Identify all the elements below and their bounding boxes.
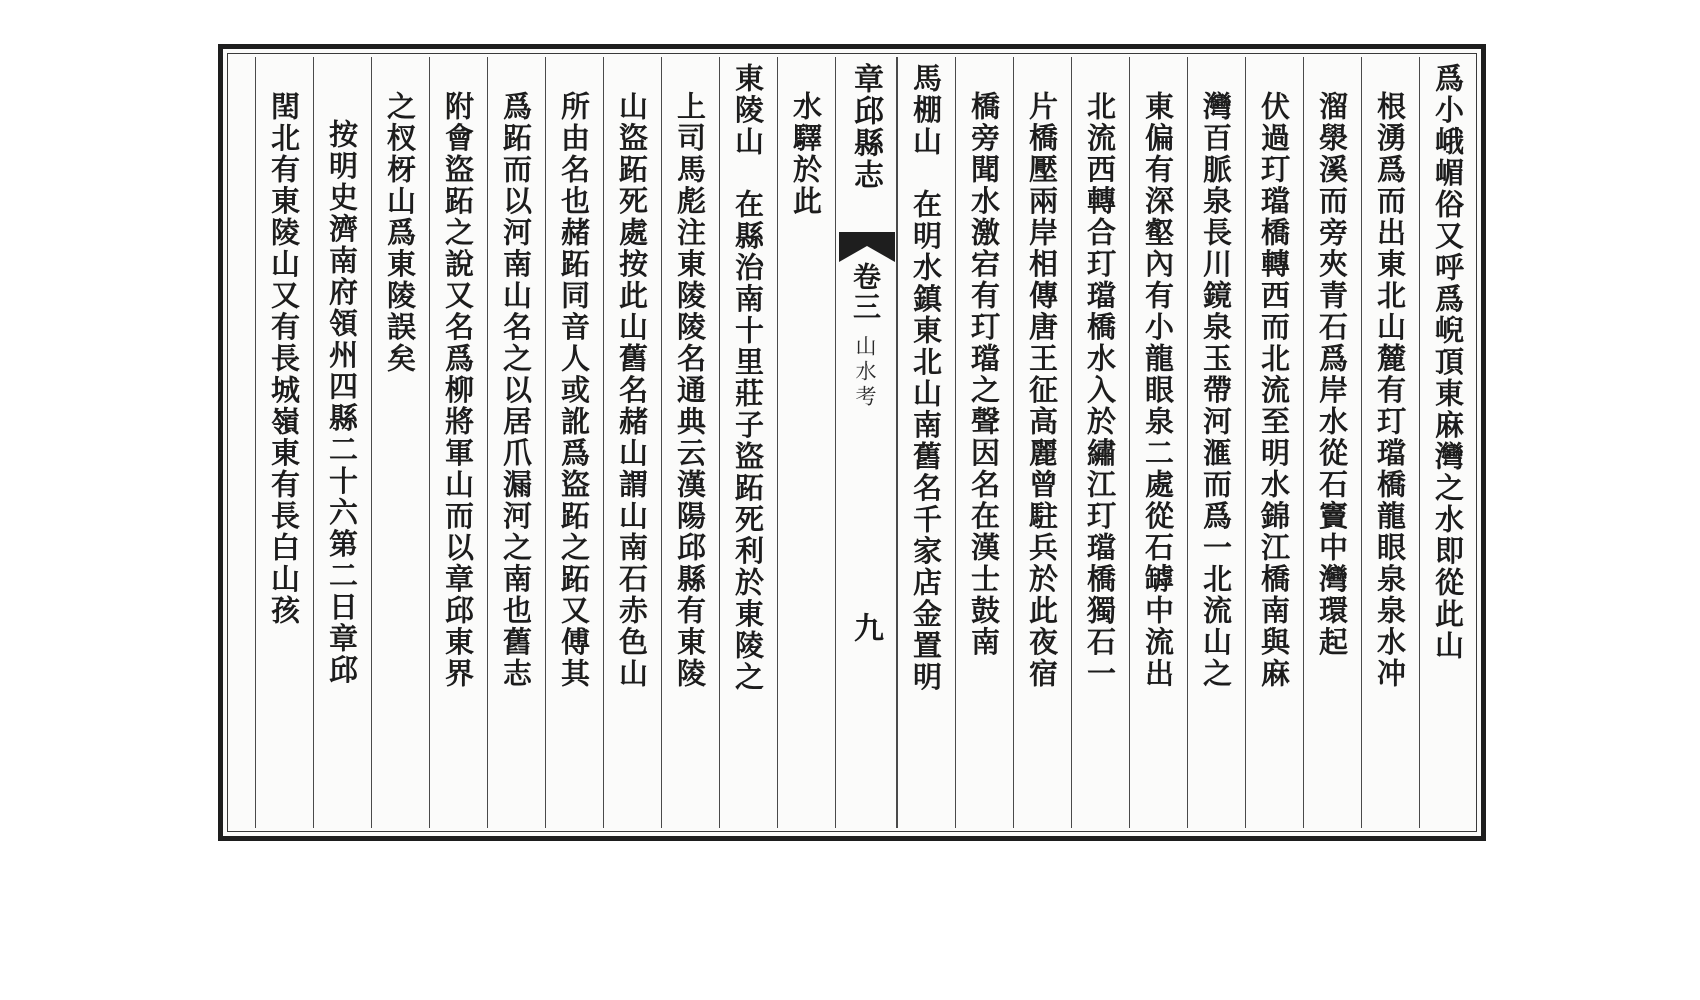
text-column	[777, 57, 835, 828]
text-column	[897, 57, 955, 828]
column-text: 東偏有深壑內有小龍眼泉二處從石罅中流出	[1141, 91, 1175, 690]
text-column	[429, 57, 487, 828]
column-text: 附會盜跖之說又名爲柳將軍山而以章邱東界	[441, 91, 475, 690]
column-text: 東陵山 在縣治南十里莊子盜跖死利於東陵之	[731, 63, 765, 693]
column-text: 灣百脈泉長川鏡泉玉帶河滙而爲一北流山之	[1199, 91, 1233, 690]
column-text: 北流西轉合玎璫橋水入於繡江玎璫橋獨石一	[1083, 91, 1117, 690]
column-text: 伏過玎璫橋轉西而北流至明水錦江橋南與麻	[1257, 91, 1291, 690]
column-text: 山盜跖死處按此山舊名赭山謂山南石赤色山	[615, 91, 649, 690]
column-text: 片橋壓兩岸相傳唐王征高麗曾駐兵於此夜宿	[1025, 91, 1059, 690]
center-fold	[835, 57, 897, 828]
text-column	[487, 57, 545, 828]
text-column	[1071, 57, 1129, 828]
column-text: 爲小峨嵋俗又呼爲𡸣頂東麻灣之水即從此山	[1431, 63, 1465, 662]
text-column	[955, 57, 1013, 828]
text-column	[661, 57, 719, 828]
section-label: 山水考	[853, 335, 877, 410]
column-text: 上司馬彪注東陵陵名通典云漢陽邱縣有東陵	[673, 91, 707, 690]
text-column	[1187, 57, 1245, 828]
folio-number: 九	[848, 612, 883, 642]
text-column	[1419, 57, 1477, 828]
column-text: 按明史濟南府領州四縣二十六第二日章邱	[325, 119, 359, 686]
text-column	[603, 57, 661, 828]
text-column	[1361, 57, 1419, 828]
text-column	[1303, 57, 1361, 828]
text-column	[313, 57, 371, 828]
column-text: 之杈枒山爲東陵誤矣	[383, 91, 417, 375]
text-column	[1129, 57, 1187, 828]
column-text: 爲跖而以河南山名之以居爪漏河之南也舊志	[499, 91, 533, 690]
column-text: 馬棚山 在明水鎮東北山南舊名千家店金置明	[909, 63, 943, 693]
column-text: 所由名也赭跖同音人或訛爲盜跖之跖又傅其	[557, 91, 591, 690]
text-column	[255, 57, 313, 828]
text-column	[371, 57, 429, 828]
text-column	[1245, 57, 1303, 828]
column-text: 水驛於此	[789, 91, 823, 217]
fishtail-ornament	[839, 232, 895, 262]
text-column	[545, 57, 603, 828]
volume-label: 卷三	[849, 262, 882, 322]
column-text: 溜澩溪而旁夾青石爲岸水從石竇中灣環起	[1315, 91, 1349, 658]
book-title: 章邱縣志	[848, 63, 883, 191]
printed-frame	[218, 44, 1486, 841]
text-column	[1013, 57, 1071, 828]
text-column	[719, 57, 777, 828]
column-text: 𨳝北有東陵山又有長城嶺東有長白山孩	[267, 91, 301, 627]
column-text: 橋旁聞水激宕有玎璫之聲因名在漢士鼓南	[967, 91, 1001, 658]
column-text: 根湧爲而出東北山麓有玎璫橋龍眼泉泉水冲	[1373, 91, 1407, 690]
